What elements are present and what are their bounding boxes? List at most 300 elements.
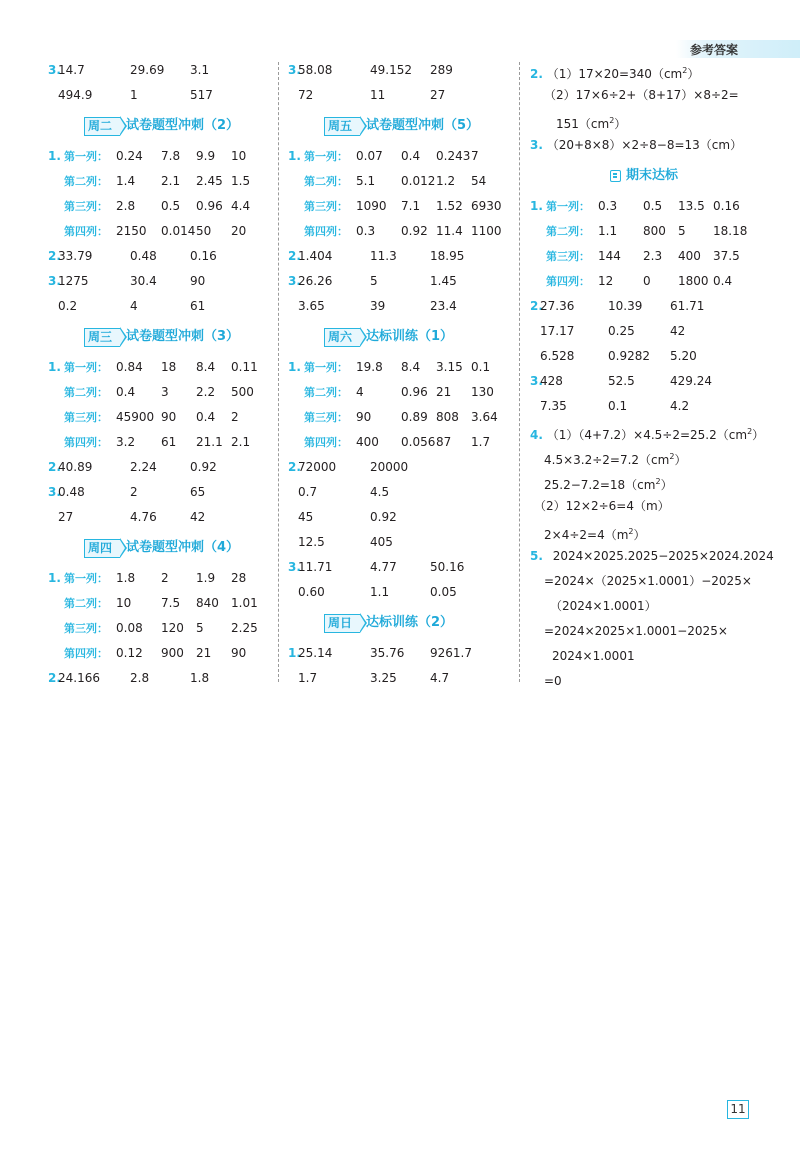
answer-row (288, 555, 513, 580)
answer-row (288, 58, 513, 83)
column-tag: 第四列： (546, 275, 590, 288)
column-tag: 第一列： (64, 361, 108, 374)
answer-value: 2.2 (196, 385, 216, 399)
answer-value: 1.8 (116, 571, 136, 585)
answer-row (530, 369, 790, 394)
answer-value: 4.76 (130, 510, 157, 524)
answer-value: 58.08 (298, 63, 333, 77)
superscript: 2 (628, 527, 634, 536)
answer-row (48, 505, 273, 530)
answer-value: 5.20 (670, 349, 697, 363)
answer-row (48, 616, 273, 641)
formula-text: （20+8×8）×2÷8−8=13（cm） (546, 138, 743, 152)
answer-value: 49.152 (370, 63, 412, 77)
answer-value: 2.45 (196, 174, 223, 188)
answer-value: 65 (190, 485, 206, 499)
question-number: 2. (48, 249, 61, 263)
answer-value: 90 (161, 410, 177, 424)
q4-line (530, 494, 790, 519)
answer-value: 0.4 (401, 149, 421, 163)
formula-text: 2024×2025.2025−2025×2024.2024 (552, 549, 774, 563)
answer-value: 11.3 (370, 249, 397, 263)
answer-row (530, 294, 790, 319)
column-tag: 第一列： (64, 150, 108, 163)
paren: ） (614, 117, 627, 131)
q2-line (530, 108, 790, 133)
answer-value: 27 (430, 88, 446, 102)
answer-value: 29.69 (130, 63, 165, 77)
answer-row (48, 83, 273, 108)
answer-value: 2.1 (161, 174, 181, 188)
formula-text: （1）（4+7.2）×4.5÷2=25.2（cm (546, 428, 748, 442)
answer-value: 1.2 (436, 174, 456, 188)
answer-value: 144 (598, 249, 621, 263)
answer-row (530, 269, 790, 294)
answer-value: 8.4 (196, 360, 216, 374)
answer-value: 19.8 (356, 360, 383, 374)
answer-value: 0.24 (116, 149, 143, 163)
answer-value: 35.76 (370, 646, 405, 660)
answer-row (48, 355, 273, 380)
answer-value: 42 (190, 510, 206, 524)
answer-value: 7.5 (161, 596, 181, 610)
answer-row (288, 355, 513, 380)
question-number: 3. (288, 560, 301, 574)
answer-value: 429.24 (670, 374, 712, 388)
superscript: 2 (669, 452, 675, 461)
answer-row (48, 480, 273, 505)
q2-line (530, 83, 790, 108)
answer-row (288, 641, 513, 666)
answer-value: 800 (643, 224, 666, 238)
book-icon (610, 170, 621, 182)
q5-line (530, 669, 790, 694)
answer-value: 11 (370, 88, 386, 102)
column-tag: 第四列： (304, 436, 348, 449)
section-title: 试卷题型冲刺（2） (126, 118, 240, 133)
paren: ） (687, 67, 700, 81)
answer-row (48, 405, 273, 430)
question-number: 3. (530, 138, 543, 152)
paren: ） (752, 428, 765, 442)
formula-text: （2024×1.0001） (550, 599, 657, 613)
q5-line (530, 644, 790, 669)
q5-line (530, 544, 790, 569)
section-heading (48, 530, 273, 566)
section-heading (288, 605, 513, 641)
answer-value: 2.3 (643, 249, 663, 263)
paren: ） (633, 528, 646, 542)
section-badge: 周四 (84, 539, 120, 558)
answer-value: 0.16 (190, 249, 217, 263)
question-number: 5. (530, 549, 543, 563)
answer-value: 1.45 (430, 274, 457, 288)
answer-value: 7.1 (401, 199, 421, 213)
answer-value: 12 (598, 274, 614, 288)
question-number: 3. (48, 63, 61, 77)
answer-value: 10.39 (608, 299, 643, 313)
section-title: 期末达标 (626, 168, 679, 183)
answer-row (48, 380, 273, 405)
formula-text: =0 (544, 674, 562, 688)
answer-value: 494.9 (58, 88, 93, 102)
column-tag: 第一列： (546, 200, 590, 213)
answer-value: 0.92 (190, 460, 217, 474)
answer-row (530, 244, 790, 269)
paren: ） (660, 478, 673, 492)
answer-value: 2150 (116, 224, 147, 238)
answer-value: 120 (161, 621, 184, 635)
question-number: 3. (530, 374, 543, 388)
answer-value: 2 (130, 485, 138, 499)
answer-column-2 (288, 58, 513, 691)
answer-value: 90 (356, 410, 372, 424)
column-tag: 第四列： (64, 436, 108, 449)
section-badge: 周日 (324, 614, 360, 633)
answer-value: 7.35 (540, 399, 567, 413)
answer-value: 405 (370, 535, 393, 549)
answer-value: 0.96 (196, 199, 223, 213)
answer-value: 400 (678, 249, 701, 263)
answer-row (48, 455, 273, 480)
answer-value: 0.5 (643, 199, 663, 213)
question-number: 1. (288, 646, 301, 660)
answer-value: 428 (540, 374, 563, 388)
answer-value: 10 (116, 596, 132, 610)
answer-value: 2.24 (130, 460, 157, 474)
column-tag: 第二列： (64, 386, 108, 399)
answer-value: 3.2 (116, 435, 136, 449)
answer-row (48, 566, 273, 591)
answer-value: 0.48 (130, 249, 157, 263)
answer-value: 61.71 (670, 299, 705, 313)
question-number: 3. (288, 274, 301, 288)
answer-value: 5 (196, 621, 204, 635)
column-tag: 第二列： (304, 175, 348, 188)
header-label (676, 40, 800, 58)
column-tag: 第三列： (64, 411, 108, 424)
answer-value: 25.14 (298, 646, 333, 660)
answer-value: 9261.7 (430, 646, 472, 660)
column-tag: 第一列： (304, 361, 348, 374)
answer-value: 9.9 (196, 149, 216, 163)
answer-value: 3.65 (298, 299, 325, 313)
answer-value: 0.05 (430, 585, 457, 599)
section-badge: 周六 (324, 328, 360, 347)
answer-value: 0.16 (713, 199, 740, 213)
answer-value: 27 (58, 510, 74, 524)
answer-value: 11.4 (436, 224, 463, 238)
q5-line (530, 594, 790, 619)
answer-value: 54 (471, 174, 487, 188)
answer-column-3 (530, 58, 790, 694)
answer-row (288, 269, 513, 294)
formula-text: 4.5×3.2÷2=7.2（cm (544, 453, 670, 467)
answer-value: 130 (471, 385, 494, 399)
question-number: 3. (288, 63, 301, 77)
answer-value: 0.4 (196, 410, 216, 424)
answer-value: 12.5 (298, 535, 325, 549)
answer-value: 840 (196, 596, 219, 610)
answer-row (530, 344, 790, 369)
section-title: 达标训练（2） (366, 615, 454, 630)
answer-value: 1.1 (598, 224, 618, 238)
answer-value: 21 (196, 646, 212, 660)
answer-value: 27.36 (540, 299, 575, 313)
answer-row (48, 169, 273, 194)
section-heading (288, 108, 513, 144)
answer-row (48, 144, 273, 169)
formula-text: 2024×1.0001 (552, 649, 635, 663)
answer-value: 7.8 (161, 149, 181, 163)
answer-value: 3.1 (190, 63, 210, 77)
answer-value: 1.404 (298, 249, 333, 263)
q4-line (530, 469, 790, 494)
section-heading-final (530, 158, 790, 194)
answer-value: 4.77 (370, 560, 397, 574)
column-tag: 第四列： (64, 647, 108, 660)
answer-value: 1.7 (298, 671, 318, 685)
answer-value: 5.1 (356, 174, 376, 188)
answer-row (288, 455, 513, 480)
answer-value: 1090 (356, 199, 387, 213)
answer-row (48, 244, 273, 269)
answer-column-1 (48, 58, 273, 691)
answer-value: 50.16 (430, 560, 465, 574)
answer-value: 0.08 (116, 621, 143, 635)
formula-text: 2×4÷2=4（m (544, 528, 629, 542)
answer-value: 14.7 (58, 63, 85, 77)
answer-row (48, 294, 273, 319)
answer-value: 1.52 (436, 199, 463, 213)
answer-value: 72 (298, 88, 314, 102)
answer-row (288, 294, 513, 319)
question-number: 1. (288, 360, 301, 374)
answer-value: 0.60 (298, 585, 325, 599)
column-tag: 第三列： (546, 250, 590, 263)
answer-value: 1 (130, 88, 138, 102)
question-number: 2. (530, 299, 543, 313)
formula-text: =2024×2025×1.0001−2025× (544, 624, 728, 638)
answer-row (530, 219, 790, 244)
superscript: 2 (655, 477, 661, 486)
section-title: 试卷题型冲刺（5） (366, 118, 480, 133)
answer-value: 0.014 (161, 224, 196, 238)
answer-value: 90 (231, 646, 247, 660)
formula-text: （2）17×6÷2+（8+17）×8÷2= (544, 88, 739, 102)
answer-value: 4.7 (430, 671, 450, 685)
answer-row (48, 269, 273, 294)
answer-value: 18 (161, 360, 177, 374)
superscript: 2 (609, 116, 615, 125)
column-tag: 第三列： (304, 200, 348, 213)
question-number: 3. (48, 485, 61, 499)
question-number: 1. (288, 149, 301, 163)
column-tag: 第二列： (64, 175, 108, 188)
answer-value: 13.5 (678, 199, 705, 213)
answer-value: 61 (161, 435, 177, 449)
section-title: 试卷题型冲刺（3） (126, 329, 240, 344)
answer-value: 42 (670, 324, 686, 338)
column-tag: 第一列： (304, 150, 348, 163)
column-tag: 第三列： (304, 411, 348, 424)
answer-value: 1.9 (196, 571, 216, 585)
q4-line (530, 519, 790, 544)
answer-value: 33.79 (58, 249, 93, 263)
answer-row (288, 405, 513, 430)
answer-value: 11.71 (298, 560, 333, 574)
q4-line (530, 444, 790, 469)
header-label-text: 参考答案 (690, 43, 739, 57)
answer-value: 517 (190, 88, 213, 102)
answer-value: 24.166 (58, 671, 100, 685)
answer-value: 1.4 (116, 174, 136, 188)
section-badge: 周三 (84, 328, 120, 347)
answer-value: 6.528 (540, 349, 575, 363)
answer-value: 3 (161, 385, 169, 399)
answer-value: 6930 (471, 199, 502, 213)
answer-row (48, 219, 273, 244)
column-tag: 第三列： (64, 200, 108, 213)
answer-row (48, 58, 273, 83)
answer-value: 0.5 (161, 199, 181, 213)
answer-value: 3.25 (370, 671, 397, 685)
answer-row (48, 666, 273, 691)
answer-value: 4.2 (670, 399, 690, 413)
answer-value: 0.1 (608, 399, 628, 413)
section-title: 达标训练（1） (366, 329, 454, 344)
answer-value: 10 (231, 149, 247, 163)
formula-text: 151（cm (556, 117, 610, 131)
superscript: 2 (682, 66, 688, 75)
answer-value: 0.96 (401, 385, 428, 399)
formula-text: =2024×（2025×1.0001）−2025× (544, 574, 752, 588)
answer-value: 1275 (58, 274, 89, 288)
answer-value: 45900 (116, 410, 155, 424)
answer-row (288, 194, 513, 219)
question-number: 2. (48, 671, 61, 685)
answer-value: 0.7 (298, 485, 318, 499)
answer-row (48, 194, 273, 219)
section-title: 试卷题型冲刺（4） (126, 540, 240, 555)
answer-value: 0.3 (356, 224, 376, 238)
answer-value: 72000 (298, 460, 337, 474)
answer-value: 20000 (370, 460, 409, 474)
answer-value: 1800 (678, 274, 709, 288)
answer-value: 20 (231, 224, 247, 238)
answer-row (288, 580, 513, 605)
answer-value: 0.25 (608, 324, 635, 338)
answer-value: 0.89 (401, 410, 428, 424)
answer-row (288, 530, 513, 555)
section-heading (288, 319, 513, 355)
answer-row (530, 394, 790, 419)
q5-line (530, 569, 790, 594)
answer-value: 30.4 (130, 274, 157, 288)
answer-value: 26.26 (298, 274, 333, 288)
column-tag: 第四列： (304, 225, 348, 238)
answer-value: 90 (190, 274, 206, 288)
answer-value: 3.15 (436, 360, 463, 374)
answer-value: 2 (161, 571, 169, 585)
answer-value: 2.8 (116, 199, 136, 213)
answer-value: 0.1 (471, 360, 491, 374)
column-tag: 第二列： (304, 386, 348, 399)
formula-text: 25.2−7.2=18（cm (544, 478, 656, 492)
column-divider-1 (278, 62, 279, 682)
section-badge: 周二 (84, 117, 120, 136)
answer-value: 39 (370, 299, 386, 313)
answer-value: 18.18 (713, 224, 748, 238)
question-number: 4. (530, 428, 543, 442)
q2-line (530, 58, 790, 83)
answer-value: 2 (231, 410, 239, 424)
answer-value: 1.7 (471, 435, 491, 449)
q5-line (530, 619, 790, 644)
answer-row (288, 83, 513, 108)
answer-row (288, 380, 513, 405)
answer-value: 1100 (471, 224, 502, 238)
answer-value: 400 (356, 435, 379, 449)
answer-value: 0.12 (116, 646, 143, 660)
question-number: 1. (48, 360, 61, 374)
answer-value: 0.07 (356, 149, 383, 163)
answer-value: 0.92 (370, 510, 397, 524)
question-number: 1. (48, 149, 61, 163)
answer-value: 0.243 (436, 149, 471, 163)
question-number: 2. (530, 67, 543, 81)
answer-row (288, 219, 513, 244)
answer-value: 21 (436, 385, 452, 399)
answer-value: 2.1 (231, 435, 251, 449)
column-tag: 第四列： (64, 225, 108, 238)
formula-text: （2）12×2÷6=4（m） (534, 499, 670, 513)
column-tag: 第三列： (64, 622, 108, 635)
superscript: 2 (747, 427, 753, 436)
answer-value: 1.1 (370, 585, 390, 599)
answer-row (530, 194, 790, 219)
section-heading (48, 108, 273, 144)
answer-value: 5 (678, 224, 686, 238)
answer-value: 1.5 (231, 174, 251, 188)
answer-row (48, 591, 273, 616)
answer-row (288, 505, 513, 530)
answer-value: 0.11 (231, 360, 258, 374)
question-number: 2. (288, 249, 301, 263)
answer-value: 61 (190, 299, 206, 313)
answer-row (288, 244, 513, 269)
column-tag: 第二列： (546, 225, 590, 238)
answer-value: 0.2 (58, 299, 78, 313)
answer-value: 500 (231, 385, 254, 399)
answer-value: 0.3 (598, 199, 618, 213)
question-number: 3. (48, 274, 61, 288)
answer-value: 289 (430, 63, 453, 77)
answer-row (288, 480, 513, 505)
answer-value: 4.4 (231, 199, 251, 213)
column-tag: 第二列： (64, 597, 108, 610)
answer-value: 40.89 (58, 460, 93, 474)
answer-value: 52.5 (608, 374, 635, 388)
section-heading (48, 319, 273, 355)
answer-row (288, 169, 513, 194)
answer-value: 21.1 (196, 435, 223, 449)
section-badge: 周五 (324, 117, 360, 136)
answer-value: 0.056 (401, 435, 436, 449)
column-tag: 第一列： (64, 572, 108, 585)
page-number: 11 (727, 1100, 749, 1119)
answer-row (288, 144, 513, 169)
